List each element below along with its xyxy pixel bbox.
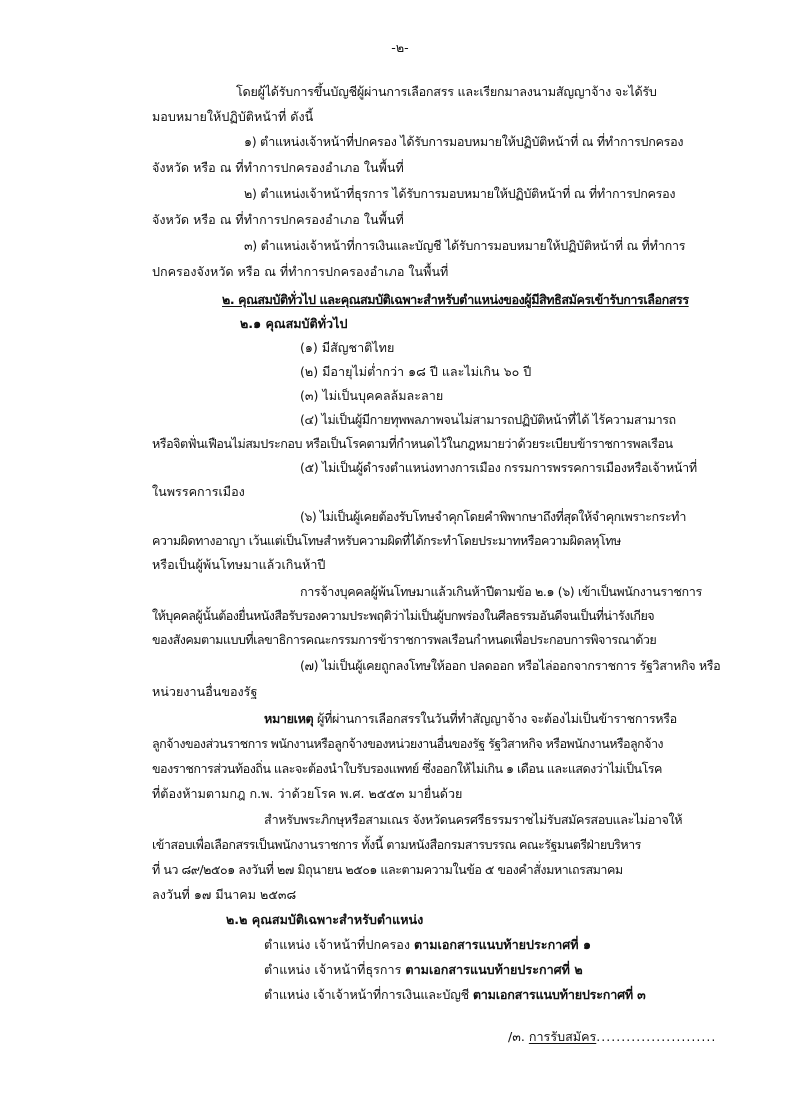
position-title: ตำแหน่ง เจ้าเจ้าหน้าที่การเงินและบัญชี: [264, 987, 473, 1002]
qualification-item-cont: หรือเป็นผู้พ้นโทษมาแล้วเกินห้าปี: [152, 557, 326, 572]
continuation-footer: [508, 1029, 716, 1045]
qualification-item: (๒) มีอายุไม่ต่ำกว่า ๑๘ ปี และไม่เกิน ๖๐ ปี: [300, 364, 532, 379]
qualification-item: (๗) ไม่เป็นผู้เคยถูกลงโทษให้ออก ปลดออก หรือไล่ออกจากราชการ รัฐวิสาหกิจ หรือ: [300, 658, 721, 673]
duty-item: ๒) ตำแหน่งเจ้าหน้าที่ธุรการ ได้รับการมอบหมายให้ปฏิบัติหน้าที่ ณ ที่ทำการปกครอง: [244, 186, 676, 201]
duty-item-cont: จังหวัด หรือ ณ ที่ทำการปกครองอำเภอ ในพื้นที่: [152, 212, 404, 227]
qualification-item: (๑) มีสัญชาติไทย: [300, 340, 395, 355]
duty-item-cont: ปกครองจังหวัด หรือ ณ ที่ทำการปกครองอำเภอ ในพื้นที่: [152, 264, 449, 279]
position-reference: ตามเอกสารแนบท้ายประกาศที่ ๓: [472, 987, 646, 1002]
note-paragraph: ของราชการส่วนท้องถิ่น และจะต้องนำใบรับรองแพทย์ ซึ่งออกให้ไม่เกิน ๑ เดือน และแสดงว่าไม่เป็นโรค: [152, 761, 662, 776]
duty-item-cont: จังหวัด หรือ ณ ที่ทำการปกครองอำเภอ ในพื้นที่: [152, 160, 404, 175]
hiring-paragraph: ของสังคมตามแบบที่เลขาธิการคณะกรรมการข้าราชการพลเรือนกำหนดเพื่อประกอบการพิจารณาด้วย: [152, 632, 657, 647]
note-text: ผู้ที่ผ่านการเลือกสรรในวันที่ทำสัญญาจ้าง จะต้องไม่เป็นข้าราชการหรือ: [313, 711, 677, 726]
note-label: หมายเหตุ: [264, 711, 314, 726]
subsection-heading: ๒.๒ คุณสมบัติเฉพาะสำหรับตำแหน่ง: [226, 912, 424, 927]
position-item: [264, 987, 646, 1003]
duty-item: ๓) ตำแหน่งเจ้าหน้าที่การเงินและบัญชี ได้รับการมอบหมายให้ปฏิบัติหน้าที่ ณ ที่ทำการ: [244, 238, 686, 253]
note-paragraph: [264, 711, 677, 727]
intro-line: โดยผู้ได้รับการขึ้นบัญชีผู้ผ่านการเลือกสรร และเรียกมาลงนามสัญญาจ้าง จะได้รับ: [236, 84, 657, 99]
note-paragraph: ที่ต้องห้ามตามกฎ ก.พ. ว่าด้วยโรค พ.ศ. ๒๕๕๓ มายื่นด้วย: [152, 786, 463, 801]
position-item: [264, 937, 591, 953]
qualification-item-cont: หรือจิตฟั่นเฟือนไม่สมประกอบ หรือเป็นโรคตามที่กำหนดไว้ในกฎหมายว่าด้วยระเบียบข้าราชการพลเรือน: [152, 436, 673, 451]
hiring-paragraph: ให้บุคคลผู้นั้นต้องยื่นหนังสือรับรองความประพฤติว่าไม่เป็นผู้บกพร่องในศีลธรรมอันดีจนเป็นที่น่ารังเกียจ: [152, 608, 655, 623]
monk-paragraph: ลงวันที่ ๑๗ มีนาคม ๒๕๓๘: [152, 887, 297, 902]
position-title: ตำแหน่ง เจ้าหน้าที่ธุรการ: [264, 962, 406, 977]
monk-paragraph: สำหรับพระภิกษุหรือสามเณร จังหวัดนครศรีธรรมราชไม่รับสมัครสอบและไม่อาจให้: [264, 812, 683, 827]
continuation-link: การรับสมัคร: [528, 1029, 597, 1044]
monk-paragraph: ที่ นว ๘๙/๒๕๐๑ ลงวันที่ ๒๗ มิถุนายน ๒๕๐๑ และตามความในข้อ ๕ ของคำสั่งมหาเถรสมาคม: [152, 862, 623, 877]
position-item: [264, 962, 583, 978]
section-heading: ๒. คุณสมบัติทั่วไป และคุณสมบัติเฉพาะสำหรับตำแหน่งของผู้มีสิทธิสมัครเข้ารับการเลือกสรร: [222, 292, 689, 307]
qualification-item: (๔) ไม่เป็นผู้มีกายทุพพลภาพจนไม่สามารถปฏิบัติหน้าที่ได้ ไร้ความสามารถ: [300, 412, 676, 427]
continuation-prefix: /๓.: [508, 1029, 529, 1044]
subsection-heading: ๒.๑ คุณสมบัติทั่วไป: [240, 316, 348, 331]
continuation-dots: ........................: [596, 1029, 717, 1044]
position-title: ตำแหน่ง เจ้าหน้าที่ปกครอง: [264, 937, 414, 952]
position-reference: ตามเอกสารแนบท้ายประกาศที่ ๑: [414, 937, 591, 952]
duty-item: ๑) ตำแหน่งเจ้าหน้าที่ปกครอง ได้รับการมอบหมายให้ปฏิบัติหน้าที่ ณ ที่ทำการปกครอง: [244, 134, 684, 149]
hiring-paragraph: การจ้างบุคคลผู้พ้นโทษมาแล้วเกินห้าปีตามข้อ ๒.๑ (๖) เข้าเป็นพนักงานราชการ: [300, 584, 702, 599]
qualification-item: (๕) ไม่เป็นผู้ดำรงตำแหน่งทางการเมือง กรรมการพรรคการเมืองหรือเจ้าหน้าที่: [300, 460, 697, 475]
qualification-item-cont: ความผิดทางอาญา เว้นแต่เป็นโทษสำหรับความผิดที่ได้กระทำโดยประมาทหรือความผิดลหุโทษ: [152, 533, 621, 548]
qualification-item: (๓) ไม่เป็นบุคคลล้มละลาย: [300, 388, 444, 403]
qualification-item-cont: ในพรรคการเมือง: [152, 484, 245, 499]
qualification-item: (๖) ไม่เป็นผู้เคยต้องรับโทษจำคุกโดยคำพิพากษาถึงที่สุดให้จำคุกเพราะกระทำ: [300, 509, 686, 524]
note-paragraph: ลูกจ้างของส่วนราชการ พนักงานหรือลูกจ้างของหน่วยงานอื่นของรัฐ รัฐวิสาหกิจ หรือพนักงานหรือลูกจ้าง: [152, 736, 663, 751]
page-number: -๒-: [391, 40, 409, 55]
qualification-item-cont: หน่วยงานอื่นของรัฐ: [152, 684, 258, 699]
intro-line: มอบหมายให้ปฏิบัติหน้าที่ ดังนี้: [152, 109, 314, 124]
monk-paragraph: เข้าสอบเพื่อเลือกสรรเป็นพนักงานราชการ ทั้งนี้ ตามหนังสือกรมสารบรรณ คณะรัฐมนตรีฝ่ายบริหาร: [152, 837, 641, 852]
position-reference: ตามเอกสารแนบท้ายประกาศที่ ๒: [405, 962, 583, 977]
